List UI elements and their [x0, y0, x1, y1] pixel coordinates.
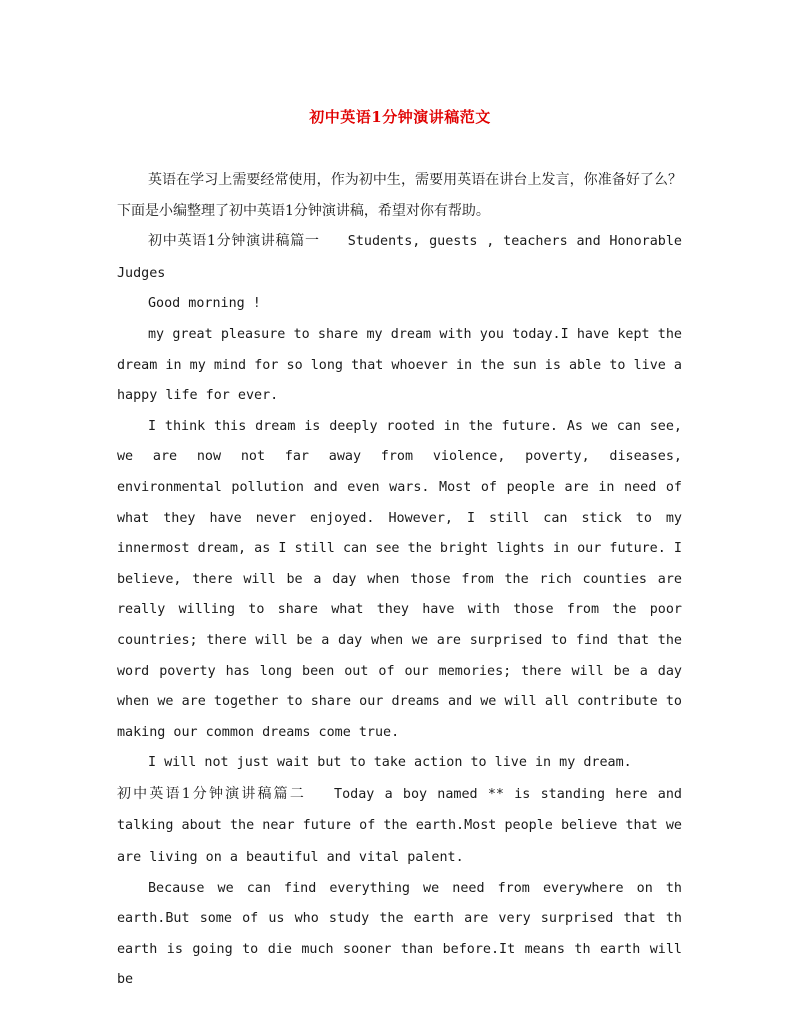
section1-greeting: Good morning !	[148, 296, 261, 312]
section1-heading: 初中英语1分钟演讲稿篇一	[148, 233, 320, 250]
section2-paragraph: Because we can find everything we need from everywhere on th earth.But some of us who study the earth are very surprised that th earth is going to die much sooner than before.It means th earth will be	[117, 880, 682, 988]
intro-paragraph: 英语在学习上需要经常使用，作为初中生，需要用英语在讲台上发言，你准备好了么？下面是小编整理了初中英语1分钟演讲稿，希望对你有帮助。	[117, 172, 682, 219]
section2-heading: 初中英语1分钟演讲稿篇二	[117, 785, 307, 802]
section1-salutation: Students, guests , teachers and Honorable Judges	[117, 234, 682, 281]
section1-paragraph: I will not just wait but to take action to live in my dream.	[148, 755, 632, 771]
document-title: 初中英语1分钟演讲稿范文	[309, 108, 491, 126]
section1-paragraph: my great pleasure to share my dream with you today.I have kept the dream in my mind for so long that whoever in the sun is able to live a happy life for ever.	[117, 326, 682, 404]
section1-heading-line	[117, 226, 682, 289]
section2-heading-line	[117, 779, 682, 874]
section2-opening: Today a boy named ** is standing here and talking about the near future of the earth.Most people believe that we are living on a beautiful and vital palent.	[117, 786, 682, 866]
section1-paragraph: I think this dream is deeply rooted in the future. As we can see, we are now not far away from violence, poverty, diseases, environmental pollution and even wars. Most of people are in need of what they have never enjoyed. However, I still can stick to my innermost dream, as I still can see the bright lights in our future. I believe, there will be a day when those from the rich counties are really willing to share what they have with those from the poor countries; there will be a day when we are surprised to find that the word poverty has long been out of our memories; there will be a day when we are together to share our dreams and we will all contribute to making our common dreams come true.	[117, 418, 682, 740]
document-body	[117, 165, 682, 996]
